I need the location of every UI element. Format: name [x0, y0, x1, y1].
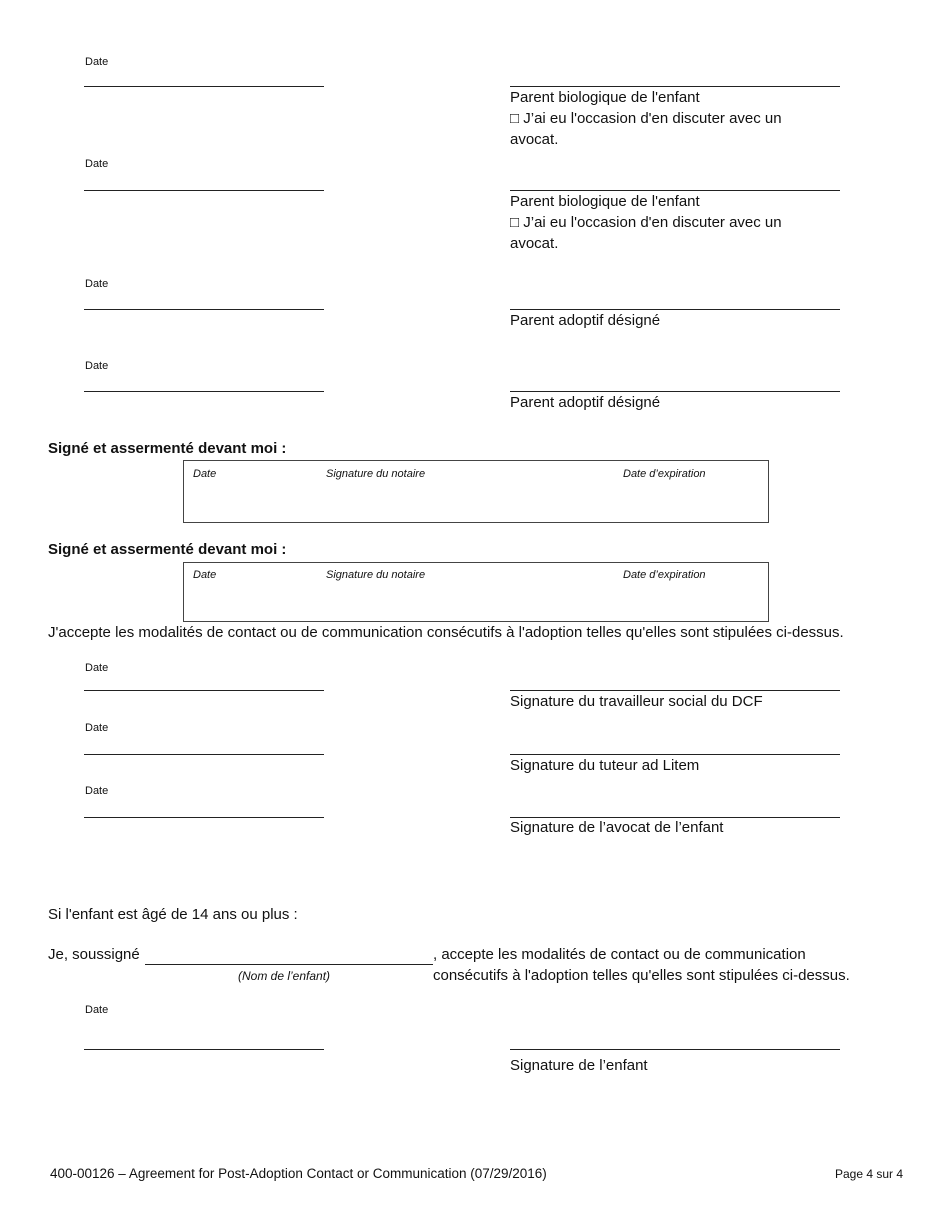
notary-expiration-label: Date d’expiration — [623, 569, 706, 581]
gal-signature-label: Signature du tuteur ad Litem — [510, 757, 700, 774]
notary-signature-label: Signature du notaire — [326, 468, 426, 480]
footer-page-number: Page 4 sur 4 — [835, 1167, 904, 1181]
notary-box[interactable] — [183, 562, 769, 622]
sworn-label: Signé et assermenté devant moi : — [48, 440, 287, 457]
notary-box[interactable] — [183, 460, 769, 523]
date-line[interactable] — [84, 190, 324, 191]
child-name-line[interactable] — [145, 964, 433, 965]
child-statement-line-1: , accepte les modalités de contact ou de communication — [433, 946, 806, 963]
bio-parent-block-1 — [510, 87, 810, 150]
bio-parent-title: Parent biologique de l'enfant — [510, 89, 700, 106]
date-label: Date — [85, 662, 109, 674]
notary-date-label: Date — [193, 468, 217, 480]
checkbox-icon[interactable]: □ — [510, 110, 520, 127]
child-name-caption: (Nom de l’enfant) — [238, 969, 331, 983]
adoptive-parent-title: Parent adoptif désigné — [510, 394, 661, 411]
notary-date-label: Date — [193, 569, 217, 581]
notary-expiration-label: Date d’expiration — [623, 468, 706, 480]
dcf-signature-label: Signature du travailleur social du DCF — [510, 693, 763, 710]
child-statement-prefix: Je, soussigné — [48, 946, 140, 963]
child-lawyer-signature-label: Signature de l’avocat de l’enfant — [510, 819, 724, 836]
date-label: Date — [85, 1004, 109, 1016]
child-statement-line-2: consécutifs à l'adoption telles qu'elles sont stipulées ci-dessus. — [433, 967, 850, 984]
date-line[interactable] — [84, 86, 324, 87]
child-section-heading: Si l'enfant est âgé de 14 ans ou plus : — [48, 906, 298, 923]
adoptive-parent-title: Parent adoptif désigné — [510, 312, 661, 329]
date-line[interactable] — [84, 817, 324, 818]
date-label: Date — [85, 278, 109, 290]
child-signature-label: Signature de l’enfant — [510, 1057, 648, 1074]
sworn-label: Signé et assermenté devant moi : — [48, 541, 287, 558]
child-statement — [433, 944, 850, 986]
date-line[interactable] — [84, 391, 324, 392]
date-label: Date — [85, 56, 109, 68]
notary-signature-label: Signature du notaire — [326, 569, 426, 581]
date-line[interactable] — [84, 1049, 324, 1050]
date-label: Date — [85, 158, 109, 170]
date-label: Date — [85, 360, 109, 372]
footer-form-id: 400-00126 – Agreement for Post-Adoption Contact or Communication (07/29/2016) — [50, 1166, 547, 1181]
date-line[interactable] — [84, 309, 324, 310]
bio-parent-title: Parent biologique de l'enfant — [510, 193, 700, 210]
lawyer-text: J’ai eu l'occasion d'en discuter avec un avocat. — [510, 214, 782, 252]
date-line[interactable] — [84, 690, 324, 691]
signature-line[interactable] — [510, 1049, 840, 1050]
checkbox-icon[interactable]: □ — [510, 214, 520, 231]
accept-statement: J'accepte les modalités de contact ou de communication consécutifs à l'adoption telles qu'elles sont stipulées ci-dessus. — [48, 624, 844, 641]
lawyer-text: J’ai eu l'occasion d'en discuter avec un avocat. — [510, 110, 782, 148]
date-label: Date — [85, 785, 109, 797]
bio-parent-block-2 — [510, 191, 810, 254]
date-label: Date — [85, 722, 109, 734]
date-line[interactable] — [84, 754, 324, 755]
